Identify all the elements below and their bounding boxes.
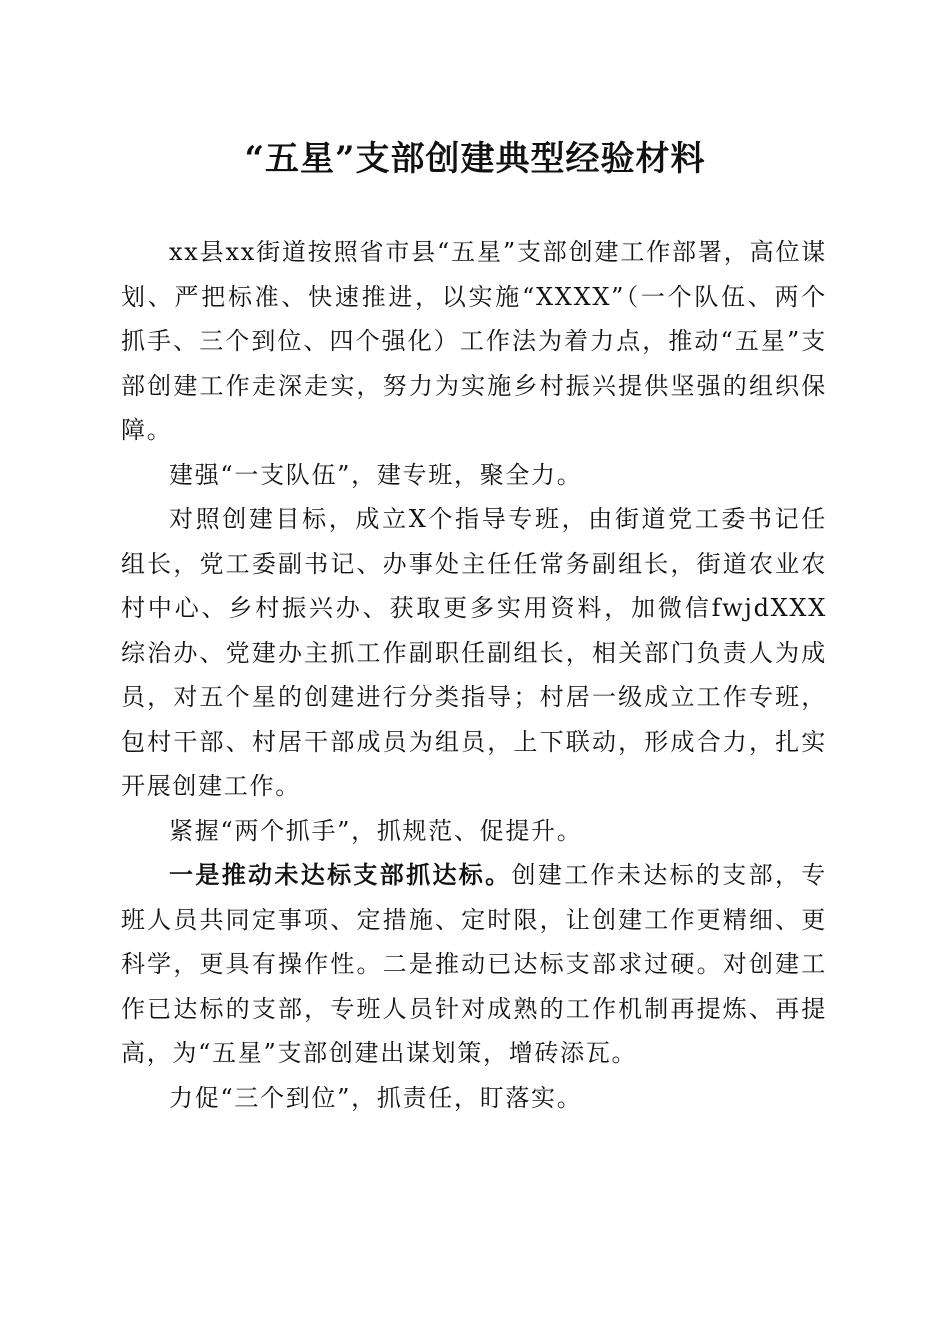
section-heading-levers: 紧握“两个抓手”，抓规范、促提升。 — [169, 816, 583, 845]
document-title: “五星”支部创建典型经验材料 — [244, 139, 706, 179]
levers-paragraph — [121, 853, 827, 1076]
section-heading-three-in-place: 力促“三个到位”，抓责任，盯落实。 — [169, 1083, 583, 1112]
levers-lead-text: 一是推动未达标支部抓达标。 — [169, 860, 512, 889]
document-body — [121, 230, 827, 1120]
levers-body-text: 创建工作未达标的支部，专班人员共同定事项、定措施、定时限，让创建工作更精细、更科学，更具有操作性。二是推动已达标支部求过硬。对创建工作已达标的支部，专班人员针对成熟的工作机制再提炼、再提高，为“五星”支部创建出谋划策，增砖添瓦。 — [121, 861, 827, 1067]
section-heading-team: 建强“一支队伍”，建专班，聚全力。 — [169, 460, 583, 489]
team-paragraph: 对照创建目标，成立X个指导专班，由街道党工委书记任组长，党工委副书记、办事处主任任常务副组长，街道农业农村中心、乡村振兴办、获取更多实用资料，加微信fwjdXXX综治办、党建办主抓工作副职任副组长，相关部门负责人为成员，对五个星的创建进行分类指导；村居一级成立工作专班，包村干部、村居干部成员为组员，上下联动，形成合力，扎实开展创建工作。 — [121, 505, 827, 800]
intro-paragraph: xx县xx街道按照省市县“五星”支部创建工作部署，高位谋划、严把标准、快速推进，以实施“XXXX”（一个队伍、两个抓手、三个到位、四个强化）工作法为着力点，推动“五星”支部创建工作走深走实，努力为实施乡村振兴提供坚强的组织保障。 — [121, 238, 827, 444]
